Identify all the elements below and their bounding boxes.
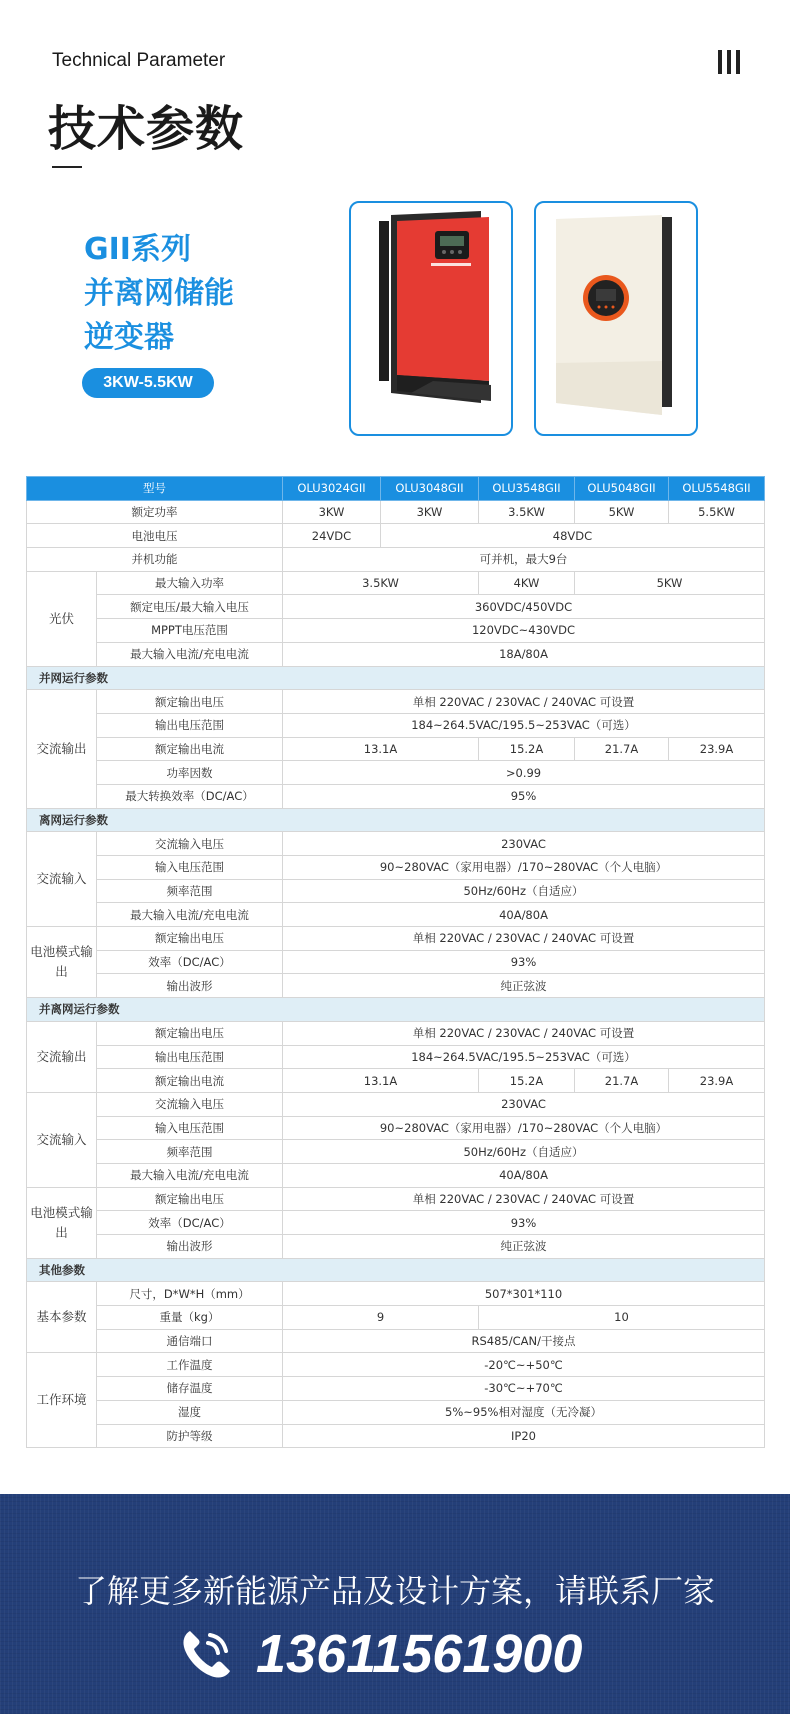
value-cell: 4KW [479, 571, 575, 595]
table-row [27, 1282, 765, 1306]
group-label: 电池模式输出 [27, 1187, 97, 1258]
table-row [27, 974, 765, 998]
value-cell: 13.1A [283, 1069, 479, 1093]
eyebrow-title: Technical Parameter [52, 50, 226, 71]
group-label: 交流输出 [27, 1021, 97, 1092]
table-row [27, 832, 765, 856]
value-cell: 5.5KW [669, 500, 765, 524]
value-cell: 360VDC/450VDC [283, 595, 765, 619]
value-cell: 5%~95%相对湿度（无冷凝） [283, 1400, 765, 1424]
power-range-badge: 3KW-5.5KW [82, 368, 214, 398]
value-cell: 可并机，最大9台 [283, 548, 765, 572]
contact-prompt: 了解更多新能源产品及设计方案，请联系厂家 [74, 1572, 715, 1610]
value-cell: 9 [283, 1306, 479, 1330]
value-cell: 48VDC [381, 524, 765, 548]
value-cell: 23.9A [669, 1069, 765, 1093]
group-label: 交流输出 [27, 690, 97, 808]
value-cell: 50Hz/60Hz（自适应） [283, 879, 765, 903]
table-row [27, 524, 765, 548]
group-label: 光伏 [27, 571, 97, 666]
table-row [27, 879, 765, 903]
table-row [27, 1187, 765, 1211]
value-cell: 3KW [381, 500, 479, 524]
value-cell: 纯正弦波 [283, 1235, 765, 1259]
value-cell: 单相 220VAC / 230VAC / 240VAC 可设置 [283, 690, 765, 714]
table-row [27, 1163, 765, 1187]
value-cell: 24VDC [283, 524, 381, 548]
value-cell: >0.99 [283, 761, 765, 785]
value-cell: 21.7A [575, 1069, 669, 1093]
phone-icon [178, 1625, 236, 1683]
table-row [27, 1211, 765, 1235]
row-label: 最大输入电流/充电电流 [97, 1163, 283, 1187]
value-cell: 单相 220VAC / 230VAC / 240VAC 可设置 [283, 927, 765, 951]
value-cell: 3.5KW [479, 500, 575, 524]
group-label: 交流输入 [27, 832, 97, 927]
value-cell: 90~280VAC（家用电器）/170~280VAC（个人电脑） [283, 856, 765, 880]
section-title: 并网运行参数 [27, 666, 765, 690]
row-label: 额定输出电流 [97, 1069, 283, 1093]
value-cell: 3.5KW [283, 571, 479, 595]
row-label: 电池电压 [27, 524, 283, 548]
table-row [27, 1306, 765, 1330]
group-label: 基本参数 [27, 1282, 97, 1353]
model-cell: OLU5548GII [669, 477, 765, 501]
row-label: 输入电压范围 [97, 1116, 283, 1140]
table-row [27, 500, 765, 524]
value-cell: 3KW [283, 500, 381, 524]
value-cell: 5KW [575, 571, 765, 595]
row-label: 额定输出电流 [97, 737, 283, 761]
section-title: 其他参数 [27, 1258, 765, 1282]
value-cell: 230VAC [283, 832, 765, 856]
series-line-3: 逆变器 [84, 320, 174, 355]
table-row [27, 595, 765, 619]
table-row [27, 1377, 765, 1401]
table-row [27, 1069, 765, 1093]
value-cell: 93% [283, 1211, 765, 1235]
menu-icon[interactable] [718, 50, 740, 74]
model-label: 型号 [27, 477, 283, 501]
value-cell: 93% [283, 950, 765, 974]
value-cell: 5KW [575, 500, 669, 524]
row-label: 输出波形 [97, 1235, 283, 1259]
section-title: 并离网运行参数 [27, 998, 765, 1022]
value-cell: 184~264.5VAC/195.5~253VAC（可选） [283, 1045, 765, 1069]
table-row [27, 856, 765, 880]
model-cell: OLU3024GII [283, 477, 381, 501]
row-label: 额定输出电压 [97, 1187, 283, 1211]
title-divider [52, 166, 82, 168]
white-inverter-image [534, 201, 698, 436]
value-cell: 40A/80A [283, 903, 765, 927]
table-row [27, 903, 765, 927]
row-label: 输出电压范围 [97, 1045, 283, 1069]
table-header-row [27, 477, 765, 501]
table-row [27, 1400, 765, 1424]
value-cell: 507*301*110 [283, 1282, 765, 1306]
value-cell: 13.1A [283, 737, 479, 761]
table-row [27, 1045, 765, 1069]
table-row [27, 713, 765, 737]
table-row [27, 950, 765, 974]
value-cell: -30℃~+70℃ [283, 1377, 765, 1401]
phone-number[interactable]: 13611561900 [256, 1624, 583, 1684]
value-cell: 23.9A [669, 737, 765, 761]
value-cell: 15.2A [479, 1069, 575, 1093]
table-row [27, 1235, 765, 1259]
row-label: 最大转换效率（DC/AC） [97, 784, 283, 808]
value-cell: RS485/CAN/干接点 [283, 1329, 765, 1353]
value-cell: 21.7A [575, 737, 669, 761]
table-row [27, 1092, 765, 1116]
row-label: 并机功能 [27, 548, 283, 572]
section-row [27, 808, 765, 832]
row-label: 额定输出电压 [97, 927, 283, 951]
value-cell: 230VAC [283, 1092, 765, 1116]
table-row [27, 548, 765, 572]
model-cell: OLU3548GII [479, 477, 575, 501]
group-label: 电池模式输出 [27, 927, 97, 998]
row-label: 储存温度 [97, 1377, 283, 1401]
section-row [27, 1258, 765, 1282]
group-label: 工作环境 [27, 1353, 97, 1448]
table-row [27, 1140, 765, 1164]
row-label: 额定电压/最大输入电压 [97, 595, 283, 619]
section-row [27, 998, 765, 1022]
series-title [84, 228, 234, 360]
table-row [27, 761, 765, 785]
red-inverter-image [349, 201, 513, 436]
table-row [27, 1329, 765, 1353]
value-cell: 40A/80A [283, 1163, 765, 1187]
row-label: 额定输出电压 [97, 690, 283, 714]
table-row [27, 1116, 765, 1140]
value-cell: 单相 220VAC / 230VAC / 240VAC 可设置 [283, 1187, 765, 1211]
table-row [27, 1021, 765, 1045]
value-cell: IP20 [283, 1424, 765, 1448]
table-row [27, 927, 765, 951]
spec-table [26, 476, 765, 1448]
row-label: 交流输入电压 [97, 1092, 283, 1116]
value-cell: 50Hz/60Hz（自适应） [283, 1140, 765, 1164]
row-label: 输出波形 [97, 974, 283, 998]
table-row [27, 571, 765, 595]
row-label: MPPT电压范围 [97, 619, 283, 643]
row-label: 输出电压范围 [97, 713, 283, 737]
row-label: 最大输入电流/充电电流 [97, 903, 283, 927]
row-label: 最大输入功率 [97, 571, 283, 595]
group-label: 交流输入 [27, 1092, 97, 1187]
row-label: 尺寸，D*W*H（mm） [97, 1282, 283, 1306]
row-label: 重量（kg） [97, 1306, 283, 1330]
row-label: 湿度 [97, 1400, 283, 1424]
value-cell: 纯正弦波 [283, 974, 765, 998]
contact-footer [0, 1494, 790, 1714]
value-cell: 15.2A [479, 737, 575, 761]
row-label: 防护等级 [97, 1424, 283, 1448]
value-cell: -20℃~+50℃ [283, 1353, 765, 1377]
table-row [27, 690, 765, 714]
table-row [27, 642, 765, 666]
series-line-1: GII系列 [84, 232, 191, 267]
row-label: 频率范围 [97, 1140, 283, 1164]
row-label: 频率范围 [97, 879, 283, 903]
model-cell: OLU3048GII [381, 477, 479, 501]
row-label: 效率（DC/AC） [97, 1211, 283, 1235]
section-row [27, 666, 765, 690]
row-label: 额定输出电压 [97, 1021, 283, 1045]
row-label: 交流输入电压 [97, 832, 283, 856]
row-label: 最大输入电流/充电电流 [97, 642, 283, 666]
value-cell: 120VDC~430VDC [283, 619, 765, 643]
row-label: 效率（DC/AC） [97, 950, 283, 974]
table-row [27, 619, 765, 643]
value-cell: 184~264.5VAC/195.5~253VAC（可选） [283, 713, 765, 737]
row-label: 输入电压范围 [97, 856, 283, 880]
row-label: 工作温度 [97, 1353, 283, 1377]
section-title: 离网运行参数 [27, 808, 765, 832]
value-cell: 90~280VAC（家用电器）/170~280VAC（个人电脑） [283, 1116, 765, 1140]
table-row [27, 1353, 765, 1377]
row-label: 额定功率 [27, 500, 283, 524]
table-row [27, 1424, 765, 1448]
value-cell: 95% [283, 784, 765, 808]
phone-row[interactable] [178, 1622, 582, 1686]
value-cell: 18A/80A [283, 642, 765, 666]
value-cell: 单相 220VAC / 230VAC / 240VAC 可设置 [283, 1021, 765, 1045]
page-title: 技术参数 [48, 101, 245, 157]
row-label: 通信端口 [97, 1329, 283, 1353]
model-cell: OLU5048GII [575, 477, 669, 501]
value-cell: 10 [479, 1306, 765, 1330]
table-row [27, 784, 765, 808]
series-line-2: 并离网储能 [84, 276, 234, 311]
row-label: 功率因数 [97, 761, 283, 785]
table-row [27, 737, 765, 761]
